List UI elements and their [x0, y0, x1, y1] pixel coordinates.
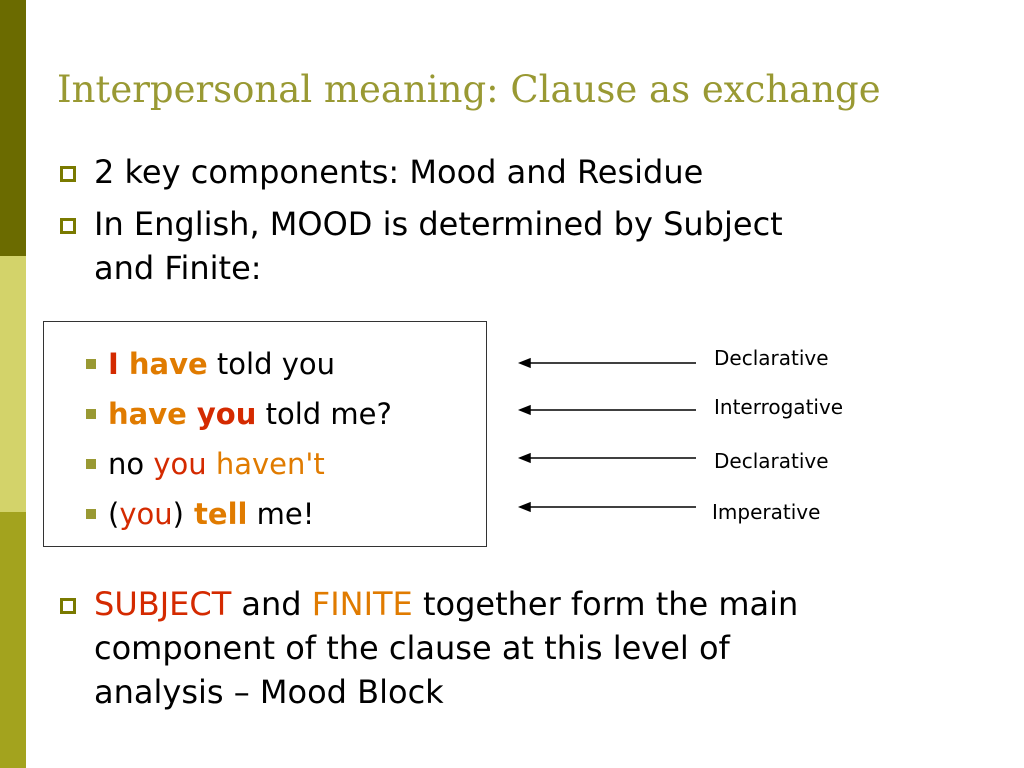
- filled-square-bullet-icon: [86, 509, 96, 519]
- arrow-left-icon: [520, 503, 530, 511]
- and-text: and: [231, 585, 312, 623]
- finite-term: FINITE: [311, 585, 413, 623]
- adjunct-text: no: [108, 447, 154, 481]
- bullet-2-line-2: and Finite:: [94, 249, 262, 287]
- example-row-1: [108, 346, 335, 382]
- arrows-group: [510, 340, 710, 530]
- arrow-left-icon: [520, 454, 530, 462]
- square-bullet-icon: [60, 598, 76, 614]
- example-row-4: [108, 496, 314, 532]
- subject-word: you: [119, 497, 173, 531]
- example-box: [43, 321, 487, 547]
- filled-square-bullet-icon: [86, 409, 96, 419]
- subject-word: you: [186, 397, 257, 431]
- side-band-mid: [0, 512, 26, 768]
- mood-label-interrogative: Interrogative: [714, 395, 844, 419]
- finite-word: have: [118, 347, 208, 381]
- filled-square-bullet-icon: [86, 459, 96, 469]
- residue-text: me!: [247, 497, 315, 531]
- square-bullet-icon: [60, 166, 76, 182]
- example-row-2: [108, 396, 392, 432]
- mood-label-declarative-2: Declarative: [714, 449, 829, 473]
- finite-word: tell: [183, 497, 248, 531]
- bullet-3-line-2: component of the clause at this level of: [94, 629, 730, 667]
- filled-square-bullet-icon: [86, 359, 96, 369]
- bullet-3-line-3: analysis – Mood Block: [94, 673, 444, 711]
- finite-word: haven't: [206, 447, 325, 481]
- bullet-3-line-1: [94, 582, 798, 626]
- side-band-dark: [0, 0, 26, 256]
- side-band-light: [0, 256, 26, 512]
- bullet-1-text: 2 key components: Mood and Residue: [94, 153, 704, 191]
- subject-term: SUBJECT: [94, 585, 232, 623]
- arrow-left-icon: [520, 406, 530, 414]
- open-paren: (: [108, 497, 120, 531]
- finite-word: have: [108, 397, 187, 431]
- subject-word: you: [153, 447, 207, 481]
- close-paren: ): [172, 497, 184, 531]
- mood-label-declarative: Declarative: [714, 346, 829, 370]
- bullet-2-line-1: In English, MOOD is determined by Subject: [94, 205, 783, 243]
- bullet-3-rest: together form the main: [412, 585, 799, 623]
- mood-label-imperative: Imperative: [712, 500, 821, 524]
- arrow-left-icon: [520, 359, 530, 367]
- square-bullet-icon: [60, 218, 76, 234]
- residue-text: told you: [207, 347, 335, 381]
- residue-text: told me?: [256, 397, 392, 431]
- slide-title: Interpersonal meaning: Clause as exchange: [57, 68, 881, 111]
- example-row-3: [108, 446, 325, 482]
- subject-word: I: [108, 347, 119, 381]
